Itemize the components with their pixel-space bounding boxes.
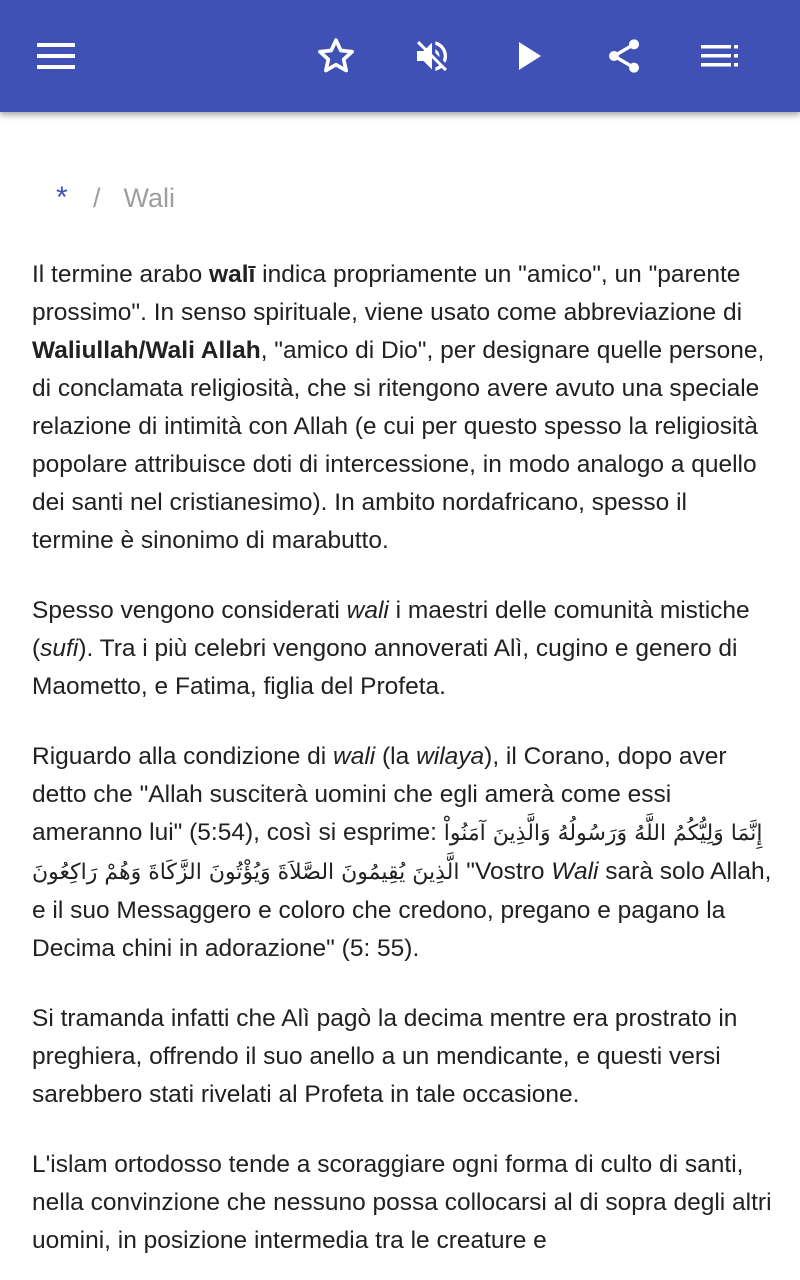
paragraph-2 xyxy=(32,592,772,706)
app-bar xyxy=(0,0,800,112)
content-area[interactable] xyxy=(0,112,800,1280)
paragraph-5 xyxy=(32,1146,772,1260)
mute-button[interactable] xyxy=(404,28,460,84)
text: Si tramanda infatti che Alì pagò la decima mentre era prostrato in preghiera, offrendo il suo anello a un mendicante, e questi versi sarebbero stati rivelati al Profeta in tale occasione. xyxy=(32,1005,738,1108)
italic-term: wilaya xyxy=(416,743,485,770)
playlist-icon xyxy=(701,44,739,68)
breadcrumb-current: Wali xyxy=(123,183,176,213)
bold-term: walī xyxy=(209,261,256,288)
italic-term: sufi xyxy=(40,635,79,662)
text: (la xyxy=(375,743,417,770)
breadcrumb-separator: / xyxy=(93,183,101,213)
text: , "amico di Dio", per designare quelle persone, di conclamata religiosità, che si ritengono avere avuto una speciale relazione di intimità con Allah (e cui per questo spesso la religiosità popolare attribuisce doti di intercessione, in modo analogo a quello dei santi nel cristianesimo). In ambito nordafricano, spesso il termine è sinonimo di marabutto. xyxy=(32,337,765,554)
text: Spesso vengono considerati xyxy=(32,597,347,624)
italic-term: wali xyxy=(346,597,389,624)
bold-term: Waliullah/Wali Allah xyxy=(32,337,261,364)
breadcrumb-home-link[interactable]: * xyxy=(56,181,68,214)
text: ). Tra i più celebri vengono annoverati Alì, cugino e genero di Maometto, e Fatima, figlia del Profeta. xyxy=(32,635,738,700)
menu-button[interactable] xyxy=(28,28,84,84)
paragraph-4 xyxy=(32,1000,772,1114)
star-outline-icon xyxy=(316,36,356,76)
text: i maestri delle comunità mistiche ( xyxy=(32,597,750,662)
text: "Vostro xyxy=(459,858,552,885)
italic-term: wali xyxy=(333,743,376,770)
menu-icon xyxy=(37,42,75,70)
paragraph-3 xyxy=(32,738,772,968)
paragraph-1 xyxy=(32,256,772,560)
playlist-button[interactable] xyxy=(692,28,748,84)
volume-off-icon xyxy=(412,36,452,76)
breadcrumb xyxy=(56,180,175,216)
article-body xyxy=(32,256,772,1280)
favorite-button[interactable] xyxy=(308,28,364,84)
text: sarà solo Allah, e il suo Messaggero e coloro che credono, pregano e pagano la Decima chini in adorazione" (5: 55). xyxy=(32,858,772,962)
arabic-verse: إِنَّمَا وَلِيُّكُمُ اللَّهُ وَرَسُولُهُ وَالَّذِينَ آمَنُواْ الَّذِينَ يُقِيمُونَ الصَّلاَةَ وَيُؤْتُونَ الزَّكَاةَ وَهُمْ رَاكِعُونَ xyxy=(32,821,763,885)
text: L'islam ortodosso tende a scoraggiare ogni forma di culto di santi, nella convinzione che nessuno possa collocarsi al di sopra degli altri uomini, in posizione intermedia tra le creature e xyxy=(32,1151,772,1254)
play-icon xyxy=(515,40,545,72)
share-icon xyxy=(604,36,644,76)
text: Il termine arabo xyxy=(32,261,210,288)
text: Riguardo alla condizione di xyxy=(32,743,333,770)
text: indica propriamente un "amico", un "parente prossimo". In senso spirituale, viene usato come abbreviazione di xyxy=(32,261,743,326)
text: ), il Corano, dopo aver detto che "Allah susciterà uomini che egli amerà come essi ameranno lui" (5:54), così si esprime: xyxy=(32,743,727,846)
play-button[interactable] xyxy=(502,28,558,84)
italic-term: Wali xyxy=(551,858,599,885)
share-button[interactable] xyxy=(596,28,652,84)
